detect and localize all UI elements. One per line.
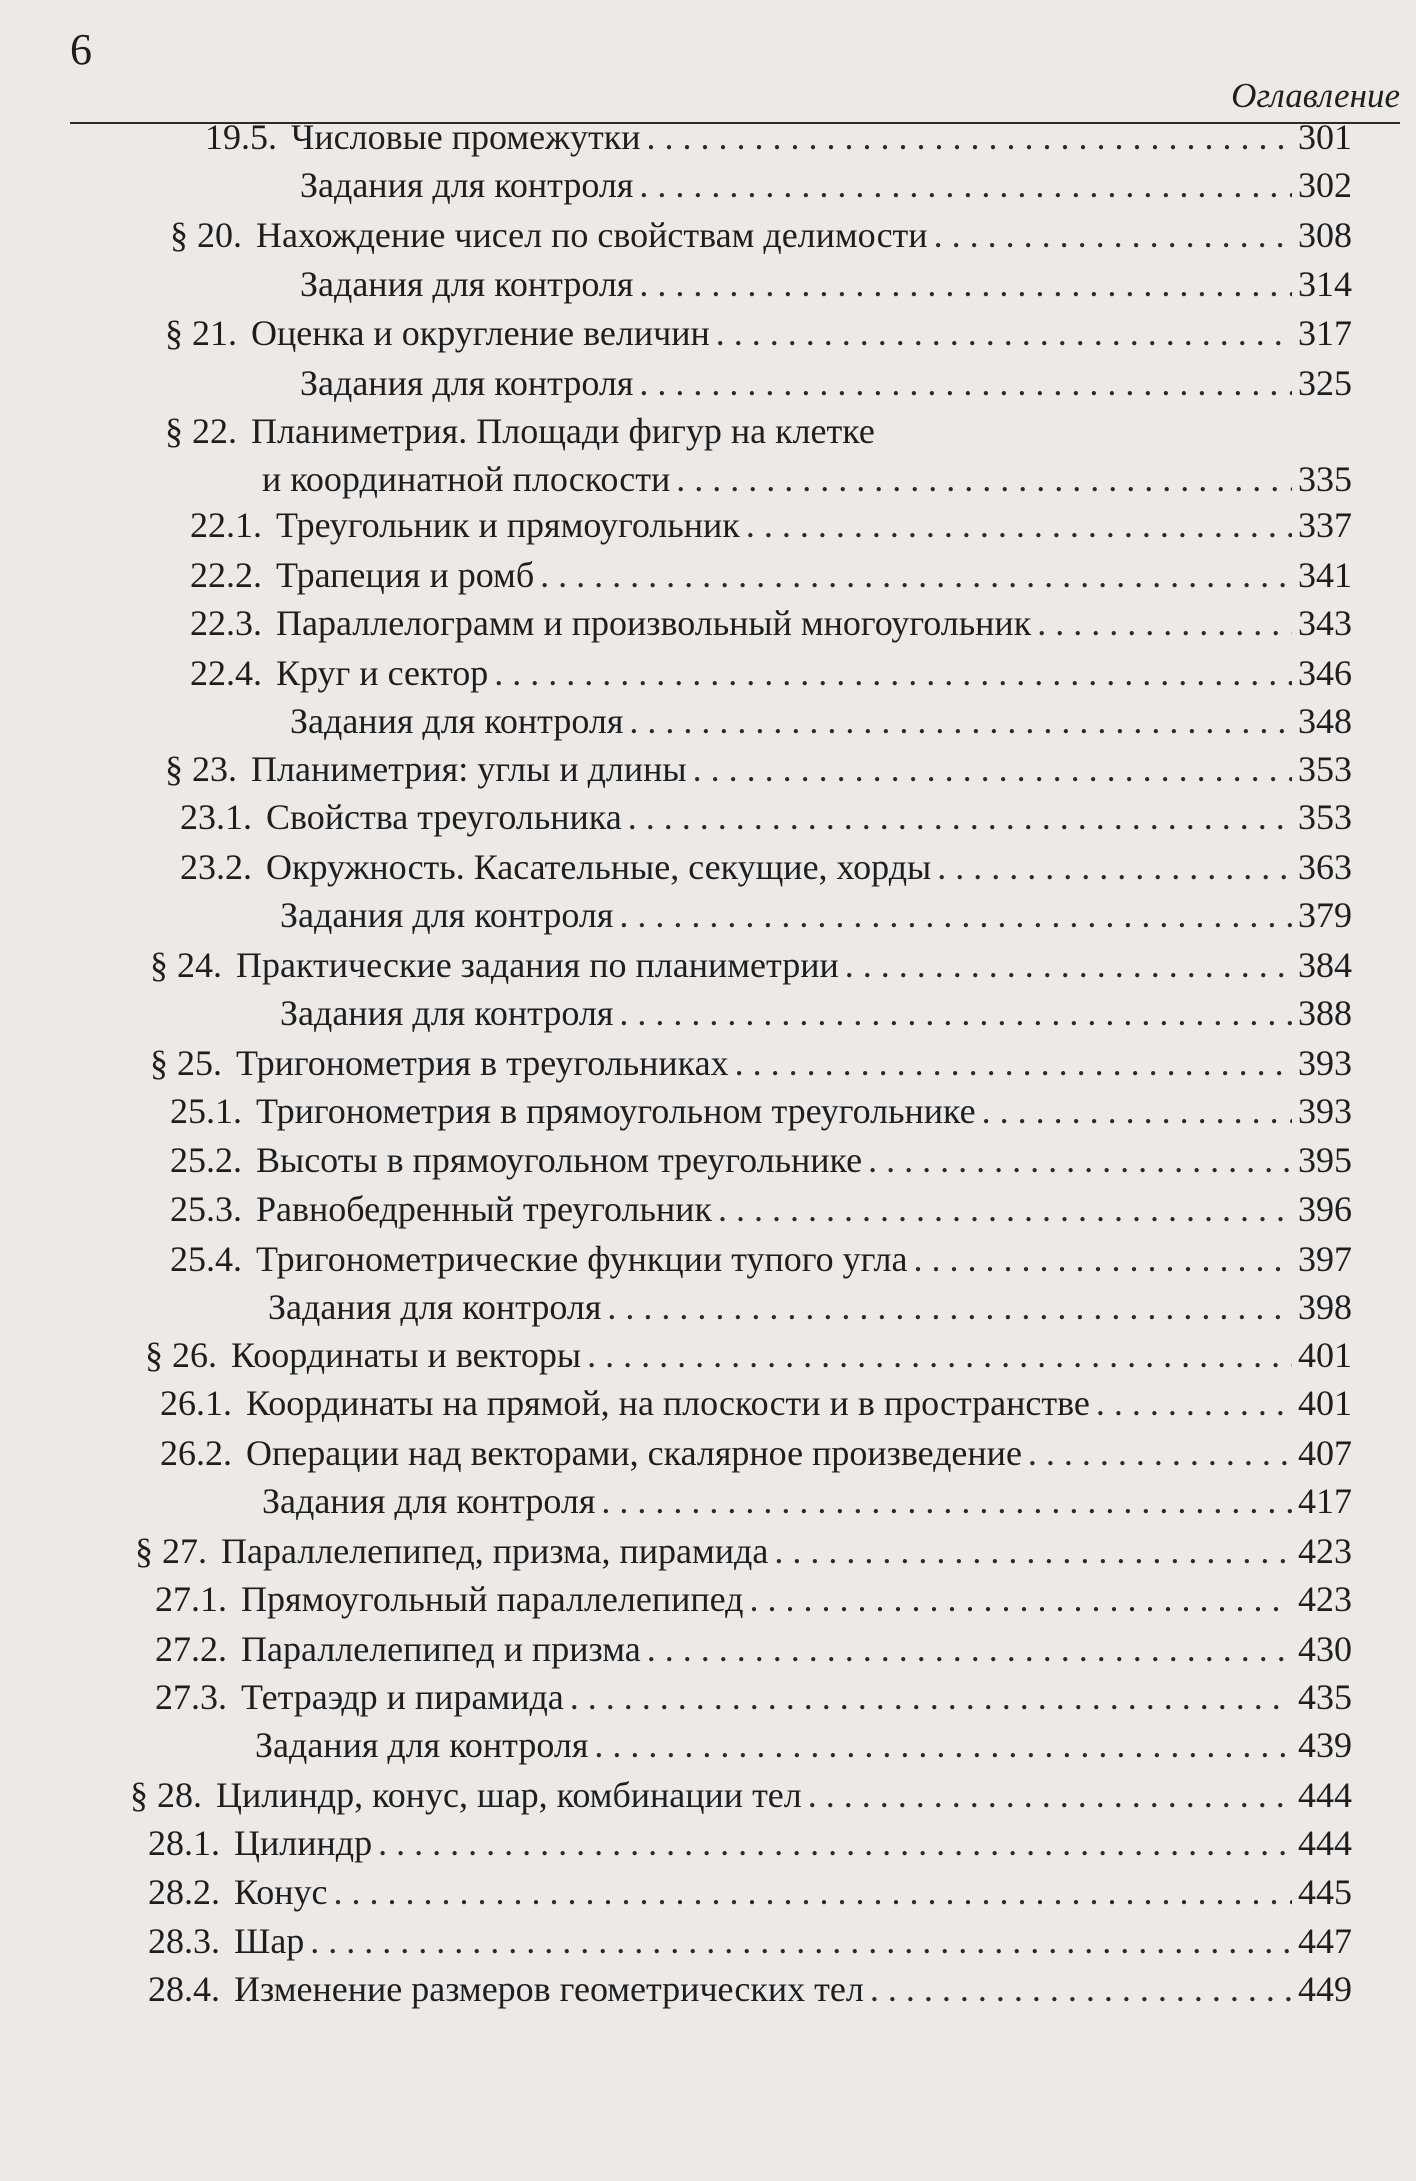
toc-entry-page: 363: [1298, 847, 1352, 887]
toc-entry-page: 396: [1298, 1189, 1352, 1229]
toc-entry: [268, 1282, 1352, 1332]
toc-entry: [190, 550, 1352, 600]
toc-entry-page: 379: [1298, 895, 1352, 935]
toc-entry: [165, 308, 1352, 358]
toc-entry-number: § 28.: [130, 1775, 202, 1815]
toc-entry-page: 435: [1298, 1677, 1352, 1717]
toc-entry-page: 346: [1298, 653, 1352, 693]
toc-entry: [165, 744, 1352, 794]
dot-leader: [333, 1867, 1292, 1917]
toc-entry-number: § 20.: [170, 215, 242, 255]
toc-entry-page: 397: [1298, 1239, 1352, 1279]
toc-entry-number: § 23.: [165, 749, 237, 789]
toc-entry-page: 337: [1298, 505, 1352, 545]
toc-entry: [170, 1184, 1352, 1234]
toc-entry: [148, 1867, 1352, 1917]
toc-entry-title: Цилиндр: [234, 1823, 373, 1863]
toc-entry: [290, 696, 1352, 746]
toc-entry-page: 395: [1298, 1140, 1352, 1180]
dot-leader: [845, 940, 1292, 990]
dot-leader: [494, 648, 1292, 698]
toc-entry-title: Круг и сектор: [276, 653, 489, 693]
toc-entry: [145, 1330, 1352, 1380]
toc-entry: [170, 1135, 1352, 1185]
dot-leader: [1037, 598, 1292, 648]
toc-entry-number: 25.3.: [170, 1189, 242, 1229]
toc-entry: [170, 1086, 1352, 1136]
toc-entry: [180, 792, 1352, 842]
toc-entry-page: 423: [1298, 1579, 1352, 1619]
toc-entry-number: 23.1.: [180, 797, 252, 837]
dot-leader: [619, 890, 1292, 940]
toc-entry-number: 27.2.: [155, 1629, 227, 1669]
dot-leader: [1028, 1428, 1292, 1478]
toc-entry-title: Планиметрия. Площади фигур на клетке: [251, 411, 875, 451]
toc-entry-number: 23.2.: [180, 847, 252, 887]
dot-leader: [913, 1234, 1292, 1284]
toc-entry-number: 28.4.: [148, 1969, 220, 2009]
toc-entry-title: Тригонометрия в прямоугольном треугольнике: [256, 1091, 976, 1131]
running-title: Оглавление: [1231, 76, 1400, 115]
toc-entry-title: Тригонометрия в треугольниках: [236, 1043, 729, 1083]
toc-entry-title: Координаты на прямой, на плоскости и в пространстве: [246, 1383, 1090, 1423]
toc-entry-title: Задания для контроля: [300, 264, 634, 304]
dot-leader: [937, 842, 1292, 892]
toc-entry-number: 26.2.: [160, 1433, 232, 1473]
toc-entry-page: 325: [1298, 363, 1352, 403]
toc-entry-title: Задания для контроля: [290, 701, 624, 741]
toc-entry-title: Трапеция и ромб: [276, 555, 535, 595]
toc-entry-title: Конус: [234, 1872, 328, 1912]
dot-leader: [570, 1672, 1292, 1722]
toc-entry-title: Задания для контроля: [255, 1725, 589, 1765]
toc-entry-page: 393: [1298, 1091, 1352, 1131]
toc-entry-title: Планиметрия: углы и длины: [251, 749, 687, 789]
toc-entry-number: § 26.: [145, 1335, 217, 1375]
toc-entry-page: 445: [1298, 1872, 1352, 1912]
toc-entry-title: Цилиндр, конус, шар, комбинации тел: [216, 1775, 802, 1815]
toc-entry-title: Числовые промежутки: [291, 117, 641, 157]
toc-entry: [280, 890, 1352, 940]
dot-leader: [676, 454, 1292, 504]
toc-entry-number: 26.1.: [160, 1383, 232, 1423]
toc-entry-number: 22.2.: [190, 555, 262, 595]
toc-entry: [170, 210, 1352, 260]
toc-entry-title: Нахождение чисел по свойствам делимости: [256, 215, 928, 255]
toc-entry-page: 301: [1298, 117, 1352, 157]
toc-entry-number: 22.1.: [190, 505, 262, 545]
dot-leader: [628, 792, 1292, 842]
toc-entry-page: 393: [1298, 1043, 1352, 1083]
toc-entry: [205, 112, 1352, 162]
toc-entry-page: 439: [1298, 1725, 1352, 1765]
toc-entry-page: 423: [1298, 1531, 1352, 1571]
toc-entry-number: § 22.: [165, 411, 237, 451]
dot-leader: [587, 1330, 1292, 1380]
toc-entry-title: Координаты и векторы: [231, 1335, 582, 1375]
toc-entry-title: Высоты в прямоугольном треугольнике: [256, 1140, 863, 1180]
toc-entry: [262, 1476, 1352, 1526]
toc-entry-page: 335: [1298, 459, 1352, 499]
toc-entry-number: § 21.: [165, 313, 237, 353]
toc-entry-title: Задания для контроля: [280, 993, 614, 1033]
toc-entry: [180, 842, 1352, 892]
toc-entry-page: 341: [1298, 555, 1352, 595]
dot-leader: [594, 1720, 1292, 1770]
toc-entry-page: 417: [1298, 1481, 1352, 1521]
toc-entry-title: Параллелепипед, призма, пирамида: [221, 1531, 769, 1571]
toc-entry-number: § 25.: [150, 1043, 222, 1083]
toc-entry-number: 25.4.: [170, 1239, 242, 1279]
toc-entry-number: 22.3.: [190, 603, 262, 643]
toc-entry: [135, 1526, 1352, 1576]
dot-leader: [1096, 1378, 1292, 1428]
toc-entry-page: 401: [1298, 1383, 1352, 1423]
toc-entry-number: 22.4.: [190, 653, 262, 693]
toc-entry-title: Прямоугольный параллелепипед: [241, 1579, 744, 1619]
toc-entry: [165, 406, 1352, 456]
toc-entry-page: 444: [1298, 1775, 1352, 1815]
toc-entry-number: 25.1.: [170, 1091, 242, 1131]
toc-entry-title: Оценка и округление величин: [251, 313, 710, 353]
toc-entry-page: 430: [1298, 1629, 1352, 1669]
toc-entry-page: 388: [1298, 993, 1352, 1033]
toc-entry: [148, 1818, 1352, 1868]
toc-entry-number: 27.1.: [155, 1579, 227, 1619]
toc-entry-page: 348: [1298, 701, 1352, 741]
toc-entry: [300, 358, 1352, 408]
dot-leader: [749, 1574, 1292, 1624]
toc-entry-title: Задания для контроля: [300, 165, 634, 205]
dot-leader: [982, 1086, 1292, 1136]
toc-entry-number: § 27.: [135, 1531, 207, 1571]
toc-entry: [148, 1964, 1352, 2014]
toc-entry-title: Свойства треугольника: [266, 797, 622, 837]
toc-entry: [280, 988, 1352, 1038]
toc-entry-title: Задания для контроля: [280, 895, 614, 935]
toc-entry: [300, 259, 1352, 309]
toc-entry-number: 28.2.: [148, 1872, 220, 1912]
toc-entry-page: 398: [1298, 1287, 1352, 1327]
toc-entry-page: 353: [1298, 749, 1352, 789]
dot-leader: [619, 988, 1292, 1038]
toc-entry-title: Операции над векторами, скалярное произведение: [246, 1433, 1022, 1473]
dot-leader: [735, 1038, 1292, 1088]
toc-entry: [155, 1672, 1352, 1722]
toc-entry-page: 444: [1298, 1823, 1352, 1863]
toc-entry-page: 449: [1298, 1969, 1352, 2009]
dot-leader: [746, 500, 1292, 550]
toc-entry: [150, 940, 1352, 990]
toc-entry-number: 19.5.: [205, 117, 277, 157]
dot-leader: [870, 1964, 1292, 2014]
toc-entry-page: 317: [1298, 313, 1352, 353]
toc-entry-number: § 24.: [150, 945, 222, 985]
page-number: 6: [70, 25, 92, 74]
dot-leader: [629, 696, 1292, 746]
toc-entry: [255, 1720, 1352, 1770]
toc-entry: [148, 1916, 1352, 1966]
dot-leader: [868, 1135, 1292, 1185]
dot-leader: [639, 259, 1292, 309]
toc-entry-title: Задания для контроля: [268, 1287, 602, 1327]
toc-entry: [155, 1624, 1352, 1674]
toc-entry-title: Изменение размеров геометрических тел: [234, 1969, 864, 2009]
toc-entry-page: 302: [1298, 165, 1352, 205]
dot-leader: [646, 112, 1292, 162]
toc-entry: [190, 598, 1352, 648]
toc-entry-title: Тетраэдр и пирамида: [241, 1677, 564, 1717]
dot-leader: [601, 1476, 1292, 1526]
dot-leader: [693, 744, 1292, 794]
toc-entry-page: 384: [1298, 945, 1352, 985]
dot-leader: [639, 160, 1292, 210]
toc-entry-title: Тригонометрические функции тупого угла: [256, 1239, 908, 1279]
toc-entry-title: Параллелепипед и призма: [241, 1629, 641, 1669]
toc-entry-page: 447: [1298, 1921, 1352, 1961]
dot-leader: [378, 1818, 1292, 1868]
toc-entry-page: 314: [1298, 264, 1352, 304]
toc-entry-page: 407: [1298, 1433, 1352, 1473]
toc-entry: [262, 454, 1352, 504]
toc-entry: [170, 1234, 1352, 1284]
toc-entry-number: 28.1.: [148, 1823, 220, 1863]
toc-entry-page: 353: [1298, 797, 1352, 837]
dot-leader: [639, 358, 1292, 408]
toc-entry-title: и координатной плоскости: [262, 459, 671, 499]
toc-entry-number: 27.3.: [155, 1677, 227, 1717]
toc-entry: [160, 1378, 1352, 1428]
toc-entry-title: Треугольник и прямоугольник: [276, 505, 740, 545]
toc-entry-title: Задания для контроля: [300, 363, 634, 403]
toc-entry-title: Практические задания по планиметрии: [236, 945, 839, 985]
toc-entry-title: Равнобедренный треугольник: [256, 1189, 712, 1229]
toc-entry-page: 308: [1298, 215, 1352, 255]
toc-entry-title: Параллелограмм и произвольный многоугольник: [276, 603, 1032, 643]
dot-leader: [540, 550, 1292, 600]
dot-leader: [808, 1770, 1292, 1820]
dot-leader: [607, 1282, 1292, 1332]
toc-entry: [160, 1428, 1352, 1478]
toc-entry: [300, 160, 1352, 210]
toc-entry-number: 25.2.: [170, 1140, 242, 1180]
toc-entry-page: 401: [1298, 1335, 1352, 1375]
dot-leader: [647, 1624, 1292, 1674]
dot-leader: [934, 210, 1292, 260]
toc-entry-title: Шар: [234, 1921, 305, 1961]
toc-entry: [130, 1770, 1352, 1820]
dot-leader: [716, 308, 1292, 358]
toc-entry-title: Задания для контроля: [262, 1481, 596, 1521]
dot-leader: [310, 1916, 1292, 1966]
dot-leader: [718, 1184, 1292, 1234]
toc-entry: [190, 500, 1352, 550]
toc-entry-title: Окружность. Касательные, секущие, хорды: [266, 847, 932, 887]
toc-entry-number: 28.3.: [148, 1921, 220, 1961]
dot-leader: [774, 1526, 1292, 1576]
toc-entry: [190, 648, 1352, 698]
toc-entry: [155, 1574, 1352, 1624]
toc-entry-page: 343: [1298, 603, 1352, 643]
toc-entry: [150, 1038, 1352, 1088]
